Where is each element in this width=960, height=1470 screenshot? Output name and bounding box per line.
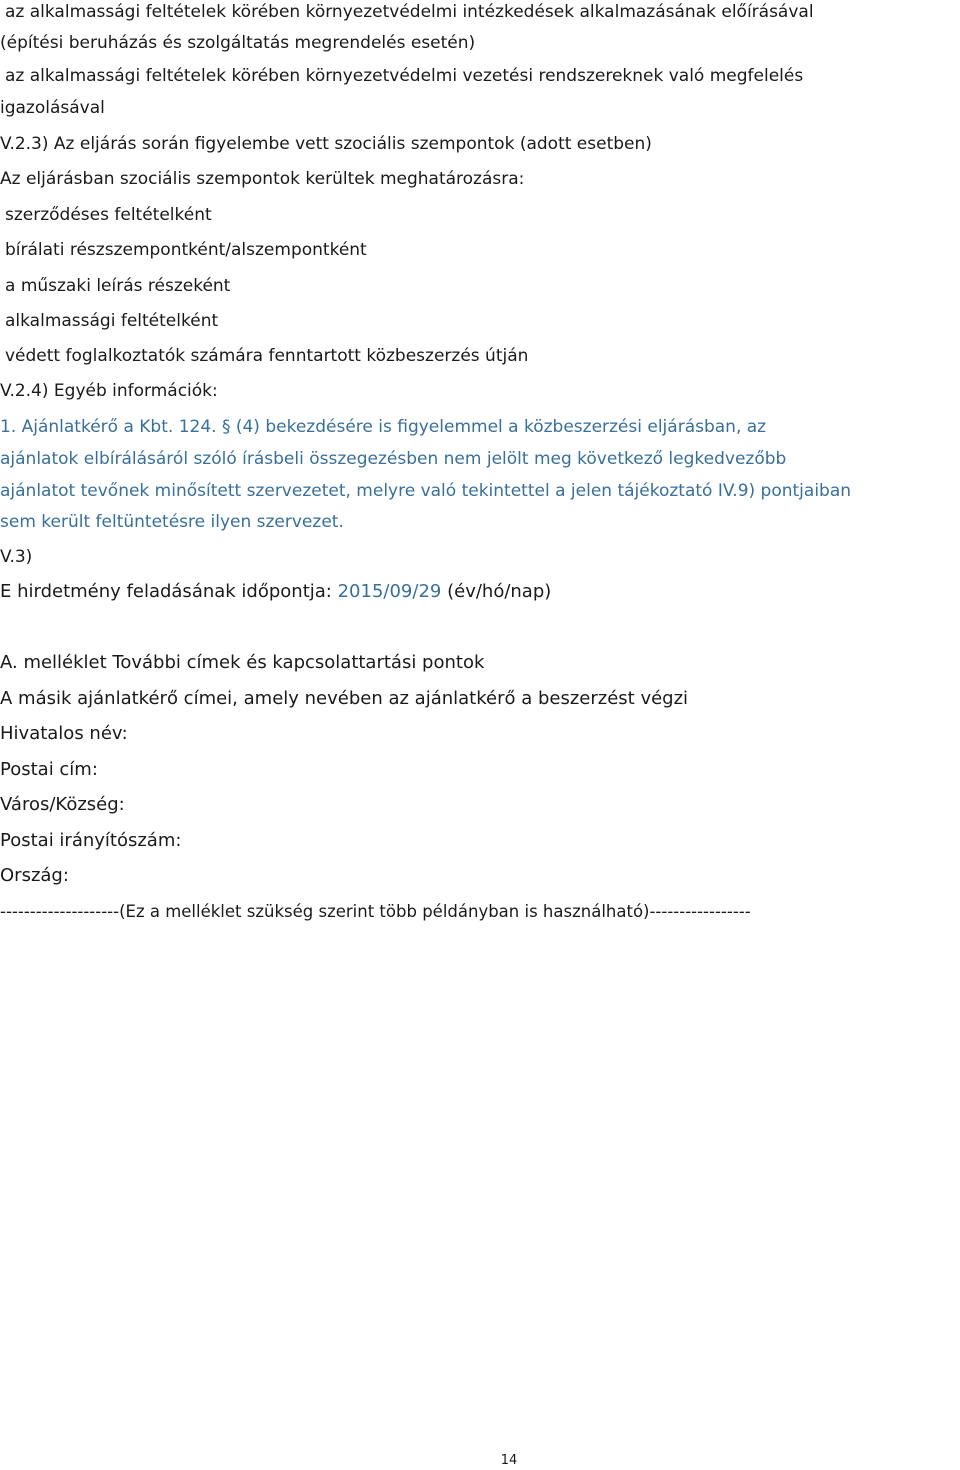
social-option-evaluation-criteria: bírálati részszempontként/alszempontként: [5, 240, 367, 260]
section-v24-heading: V.2.4) Egyéb információk:: [0, 381, 218, 401]
field-city: Város/Község:: [0, 794, 125, 815]
section-v24-body-line-3: ajánlatot tevőnek minősített szervezetet, melyre való tekintettel a jelen tájékoztató IV.9) pontjaiban: [0, 481, 852, 501]
section-v24-body-line-2: ajánlatok elbírálásáról szóló írásbeli összegezésben nem jelölt meg következő legkedvezőbb: [0, 449, 787, 469]
social-option-contract-conditions: szerződéses feltételként: [5, 205, 212, 225]
env-option-2-line-1: az alkalmassági feltételek körében környezetvédelmi vezetési rendszereknek való megfelelés: [5, 66, 804, 86]
section-v3-heading: V.3): [0, 547, 33, 567]
field-postal-code: Postai irányítószám:: [0, 830, 182, 851]
annex-separator-line: --------------------(Ez a melléklet szükség szerint több példányban is használható)-----------------: [0, 902, 751, 921]
section-v23-heading: V.2.3) Az eljárás során figyelembe vett szociális szempontok (adott esetben): [0, 134, 652, 154]
publication-date-label: E hirdetmény feladásának időpontja:: [0, 581, 332, 602]
field-official-name: Hivatalos név:: [0, 723, 128, 744]
field-country: Ország:: [0, 865, 69, 886]
section-v24-body-line-4: sem került feltüntetésre ilyen szervezet.: [0, 512, 344, 532]
publication-date-value: 2015/09/29: [337, 581, 442, 602]
social-option-technical-spec: a műszaki leírás részeként: [5, 276, 231, 296]
social-option-suitability: alkalmassági feltételként: [5, 311, 219, 331]
publication-date-row: [0, 581, 551, 603]
section-v24-body-line-1: 1. Ajánlatkérő a Kbt. 124. § (4) bekezdésére is figyelemmel a közbeszerzési eljárásban, az: [0, 417, 767, 437]
social-option-sheltered-employment: védett foglalkoztatók számára fenntartott közbeszerzés útján: [5, 346, 529, 366]
annex-a-subtitle: A másik ajánlatkérő címei, amely nevében az ajánlatkérő a beszerzést végzi: [0, 688, 689, 709]
publication-date-format: (év/hó/nap): [447, 581, 552, 602]
field-postal-address: Postai cím:: [0, 759, 98, 780]
env-option-1-line-2: (építési beruházás és szolgáltatás megrendelés esetén): [0, 33, 476, 53]
env-option-1-line-1: az alkalmassági feltételek körében környezetvédelmi intézkedések alkalmazásának előírásával: [5, 2, 814, 22]
page-number: 14: [500, 1453, 518, 1468]
annex-a-title: A. melléklet További címek és kapcsolattartási pontok: [0, 652, 485, 673]
env-option-2-line-2: igazolásával: [0, 98, 105, 118]
section-v23-intro: Az eljárásban szociális szempontok kerültek meghatározásra:: [0, 169, 525, 189]
